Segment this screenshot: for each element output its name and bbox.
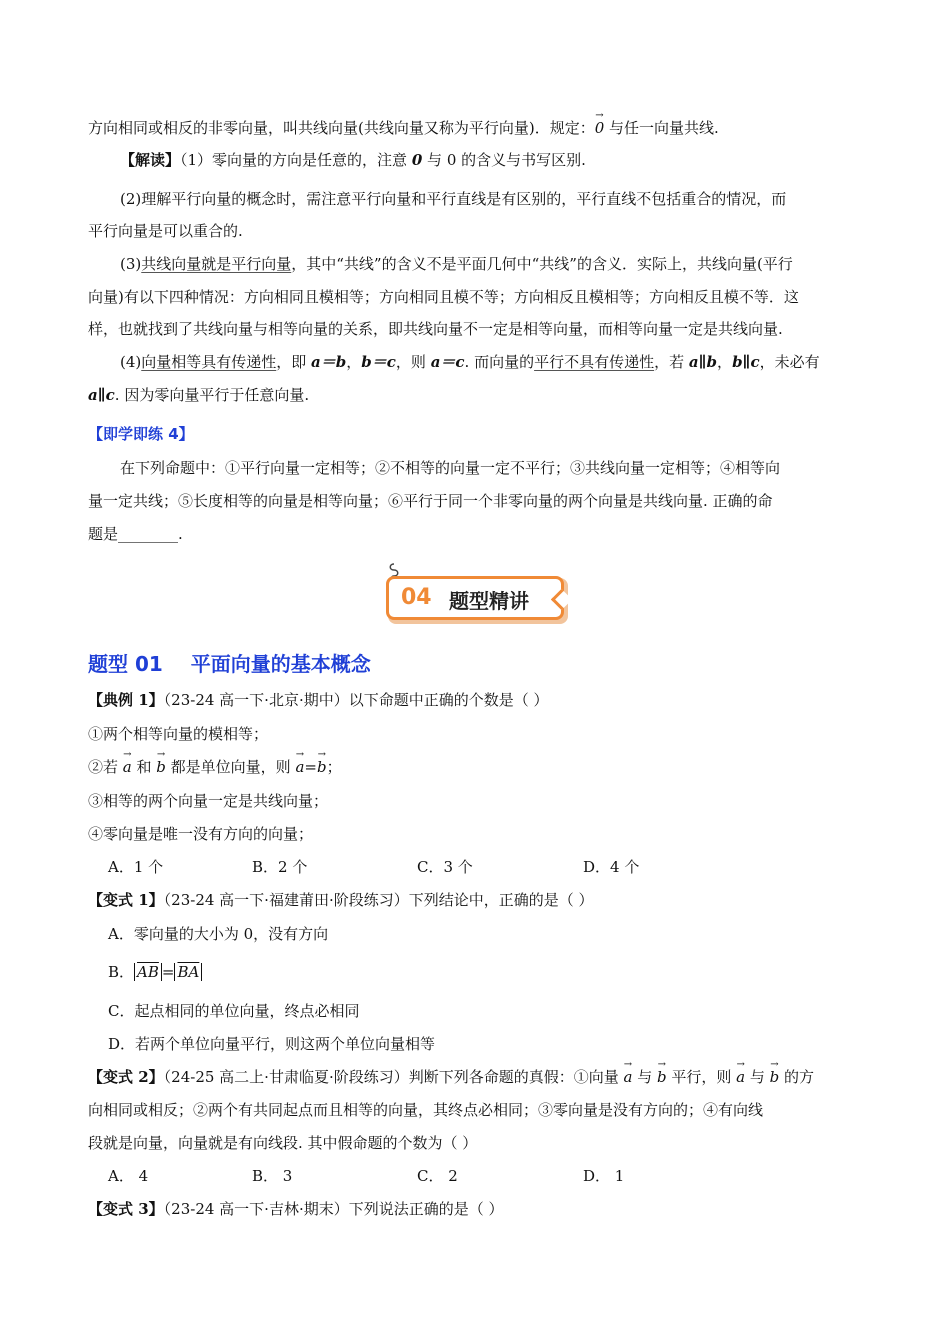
paragraph-definition: 方向相同或相反的非零向量，叫共线向量(共线向量又称为平行向量)．规定：→ 0 与任一向量共线. bbox=[88, 118, 868, 138]
paragraph-4-line1: (4)向量相等具有传递性，即 a＝b，b＝c，则 a＝c. 而向量的平行不具有传递性，若 a∥b，b∥c，未必有 bbox=[120, 353, 820, 371]
example-1-statement-2: ②若 → a 和 → b 都是单位向量，则 → a=→ b； bbox=[88, 757, 868, 777]
variant-2-line3: 段就是向量，向量就是有向线段. 其中假命题的个数为（ ） bbox=[88, 1134, 478, 1152]
exercise-4-line1: 在下列命题中：①平行向量一定相等；②不相等的向量一定不平行；③共线向量一定相等；④相等向 bbox=[120, 459, 781, 477]
paragraph-3-line1: (3)共线向量就是平行向量，其中“共线”的含义不是平面几何中“共线”的含义．实际上，共线向量(平行 bbox=[120, 255, 793, 273]
example-1-statement-1: ①两个相等向量的模相等； bbox=[88, 725, 269, 743]
variant-3-question: 【变式 3】（23-24 高一下·吉林·期末）下列说法正确的是（ ） bbox=[88, 1200, 504, 1218]
variant-1-option-b: B． $\overline{AB} = \overline{BA}$ bbox=[108, 962, 888, 982]
variant-1-option-c: C．起点相同的单位向量，终点必相同 bbox=[108, 1002, 360, 1020]
jiedu-label: 【解读】 bbox=[120, 151, 181, 169]
example-1-statement-3: ③相等的两个向量一定是共线向量； bbox=[88, 792, 329, 810]
option-b: B． 3 bbox=[252, 1167, 293, 1185]
variant-1-option-a: A．零向量的大小为 0，没有方向 bbox=[108, 925, 329, 943]
paragraph-4-line2: a∥c. 因为零向量平行于任意向量. bbox=[88, 386, 310, 404]
badge-text: 题型精讲 bbox=[449, 589, 529, 613]
jixue-label: 【即学即练 4】 bbox=[88, 425, 194, 443]
zero-vector: → 0 bbox=[595, 118, 605, 138]
variant-1-option-d: D．若两个单位向量平行，则这两个单位向量相等 bbox=[108, 1035, 436, 1053]
option-d: D．4 个 bbox=[583, 858, 640, 876]
paragraph-3-line3: 样，也就找到了共线向量与相等向量的关系，即共线向量不一定是相等向量，而相等向量一定是共线向量. bbox=[88, 320, 783, 338]
option-c: C．3 个 bbox=[417, 858, 473, 876]
option-b: B．2 个 bbox=[252, 858, 308, 876]
exercise-4-line3: 题是________. bbox=[88, 525, 183, 543]
section-heading: 题型 01 平面向量的基本概念 bbox=[88, 652, 371, 676]
variant-2-line2: 向相同或相反；②两个有共同起点而且相等的向量，其终点必相同；③零向量是没有方向的；④有向线 bbox=[88, 1101, 764, 1119]
example-1-statement-4: ④零向量是唯一没有方向的向量； bbox=[88, 825, 314, 843]
variant-2-line1: 【变式 2】（24-25 高二上·甘肃临夏·阶段练习）判断下列各命题的真假：①向量 → a 与 → b 平行，则 → a 与 → b 的方 bbox=[88, 1067, 868, 1087]
example-1-question: 【典例 1】（23-24 高一下·北京·期中）以下命题中正确的个数是（ ） bbox=[88, 691, 549, 709]
option-a: A．1 个 bbox=[108, 858, 164, 876]
paragraph-2-line2: 平行向量是可以重合的. bbox=[88, 222, 243, 240]
option-a: A． 4 bbox=[108, 1167, 149, 1185]
section-badge bbox=[384, 562, 574, 628]
exercise-4-line2: 量一定共线；⑤长度相等的向量是相等向量；⑥平行于同一个非零向量的两个向量是共线向量. 正确的命 bbox=[88, 492, 773, 510]
badge-number: 04 bbox=[401, 585, 432, 610]
paragraph-3-line2: 向量)有以下四种情况：方向相同且模相等；方向相同且模不等；方向相反且模相等；方向相反且模不等．这 bbox=[88, 288, 799, 306]
variant-1-question: 【变式 1】（23-24 高一下·福建莆田·阶段练习）下列结论中，正确的是（ ） bbox=[88, 891, 594, 909]
paragraph-jiedu: 【解读】（1）零向量的方向是任意的，注意 0 与 0 的含义与书写区别. bbox=[120, 151, 586, 169]
option-d: D． 1 bbox=[583, 1167, 625, 1185]
paragraph-2-line1: (2)理解平行向量的概念时，需注意平行向量和平行直线是有区别的，平行直线不包括重合的情况，而 bbox=[120, 190, 787, 208]
option-c: C． 2 bbox=[417, 1167, 458, 1185]
